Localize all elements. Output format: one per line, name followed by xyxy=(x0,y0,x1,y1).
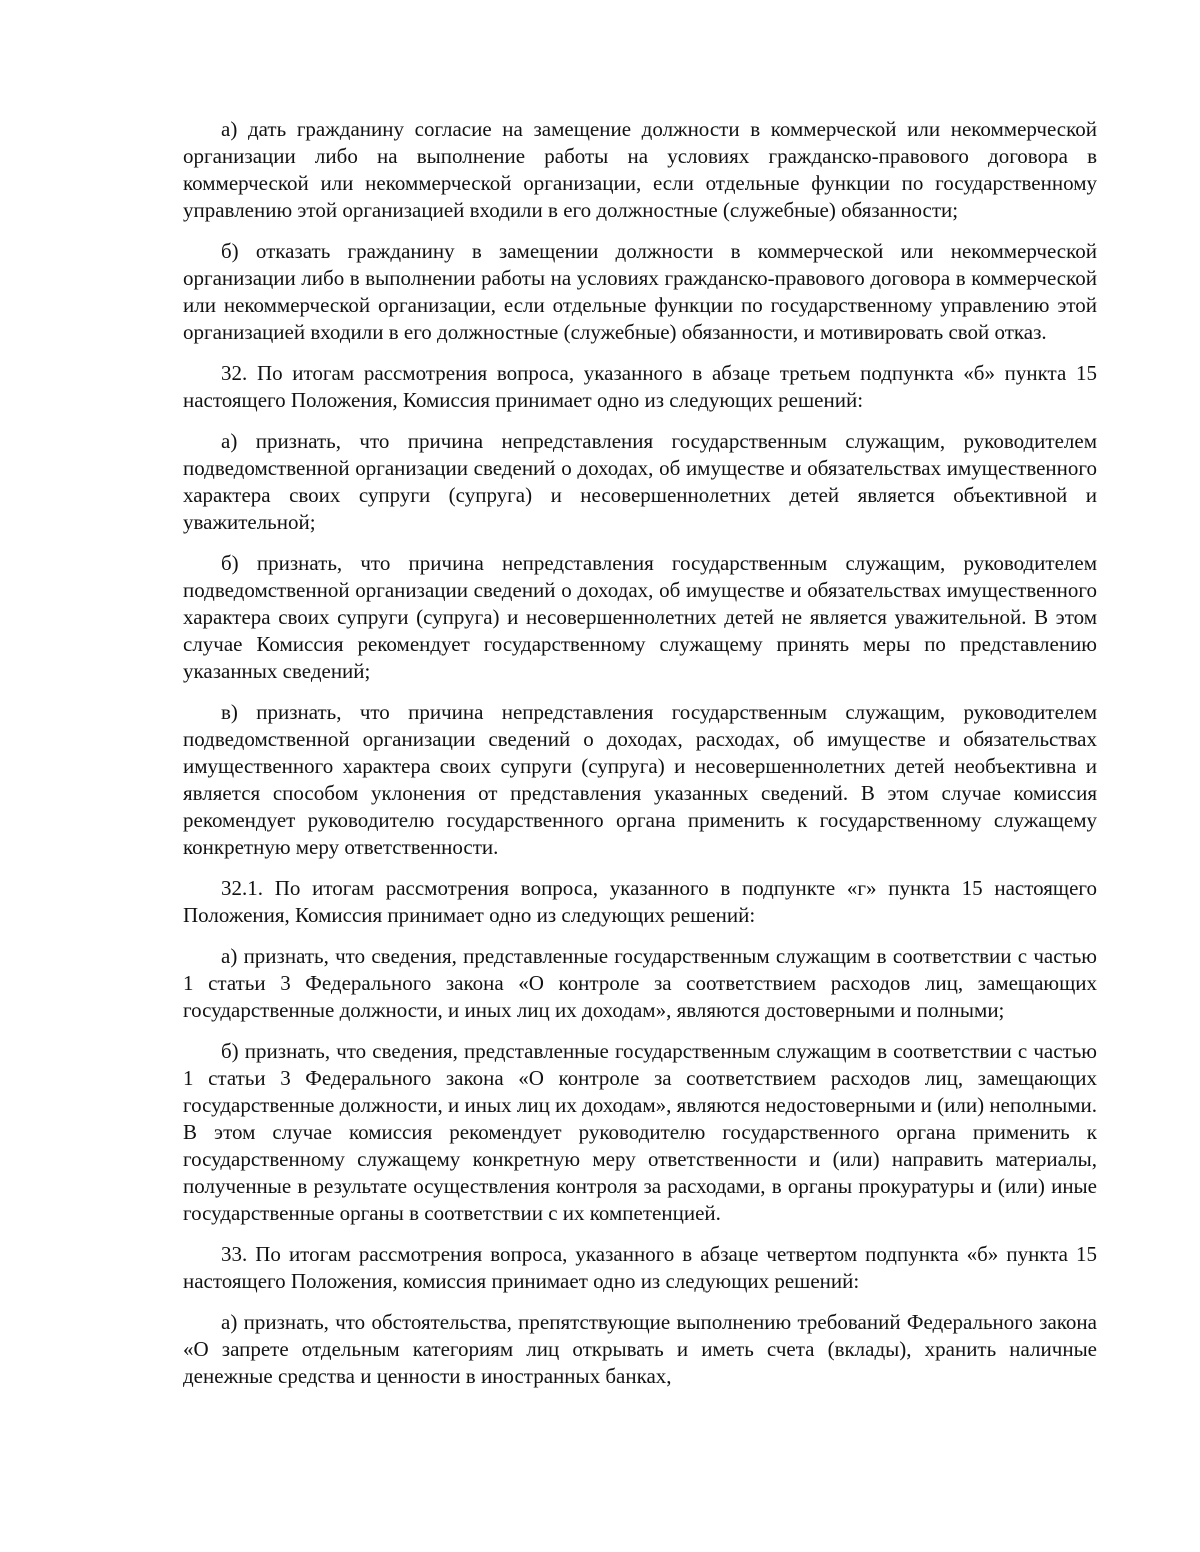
paragraph-32-1a: а) признать, что сведения, представленные государственным служащим в соответствии с частью 1 статьи 3 Федерального закона «О контроле за соответствием расходов лиц, замещающих государственные должности, и иных лиц их доходам», являются достоверными и полными; xyxy=(183,944,1097,1022)
paragraph-32: 32. По итогам рассмотрения вопроса, указанного в абзаце третьем подпункта «б» пункта 15 настоящего Положения, Комиссия принимает одно из следующих решений: xyxy=(183,361,1097,412)
paragraph-32b: б) признать, что причина непредставления государственным служащим, руководителем подведомственной организации сведений о доходах, об имуществе и обязательствах имущественного характера своих супруги (супруга) и несовершеннолетних детей не является уважительной. В этом случае Комиссия рекомендует государственному служащему принять меры по представлению указанных сведений; xyxy=(183,551,1097,683)
paragraph-33a: а) признать, что обстоятельства, препятствующие выполнению требований Федерального закона «О запрете отдельным категориям лиц открывать и иметь счета (вклады), хранить наличные денежные средства и ценности в иностранных банках, xyxy=(183,1310,1097,1388)
paragraph-32v: в) признать, что причина непредставления государственным служащим, руководителем подведомственной организации сведений о доходах, расходах, об имуществе и обязательствах имущественного характера своих супруги (супруга) и несовершеннолетних детей необъективна и является способом уклонения от представления указанных сведений. В этом случае комиссия рекомендует руководителю государственного органа применить к государственному служащему конкретную меру ответственности. xyxy=(183,700,1097,859)
paragraph-32a: а) признать, что причина непредставления государственным служащим, руководителем подведомственной организации сведений о доходах, об имуществе и обязательствах имущественного характера своих супруги (супруга) и несовершеннолетних детей является объективной и уважительной; xyxy=(183,429,1097,534)
paragraph-33: 33. По итогам рассмотрения вопроса, указанного в абзаце четвертом подпункта «б» пункта 15 настоящего Положения, комиссия принимает одно из следующих решений: xyxy=(183,1242,1097,1293)
paragraph-31a: а) дать гражданину согласие на замещение должности в коммерческой или некоммерческой организации либо на выполнение работы на условиях гражданско-правового договора в коммерческой или некоммерческой организации, если отдельные функции по государственному управлению этой организацией входили в его должностные (служебные) обязанности; xyxy=(183,117,1097,222)
paragraph-32-1: 32.1. По итогам рассмотрения вопроса, указанного в подпункте «г» пункта 15 настоящего Положения, Комиссия принимает одно из следующих решений: xyxy=(183,876,1097,927)
paragraph-32-1b: б) признать, что сведения, представленные государственным служащим в соответствии с частью 1 статьи 3 Федерального закона «О контроле за соответствием расходов лиц, замещающих государственные должности, и иных лиц их доходам», являются недостоверными и (или) неполными. В этом случае комиссия рекомендует руководителю государственного органа применить к государственному служащему конкретную меру ответственности и (или) направить материалы, полученные в результате осуществления контроля за расходами, в органы прокуратуры и (или) иные государственные органы в соответствии с их компетенцией. xyxy=(183,1039,1097,1225)
document-body xyxy=(183,116,1097,1390)
paragraph-31b: б) отказать гражданину в замещении должности в коммерческой или некоммерческой организации либо в выполнении работы на условиях гражданско-правового договора в коммерческой или некоммерческой организации, если отдельные функции по государственному управлению этой организацией входили в его должностные (служебные) обязанности, и мотивировать свой отказ. xyxy=(183,239,1097,344)
